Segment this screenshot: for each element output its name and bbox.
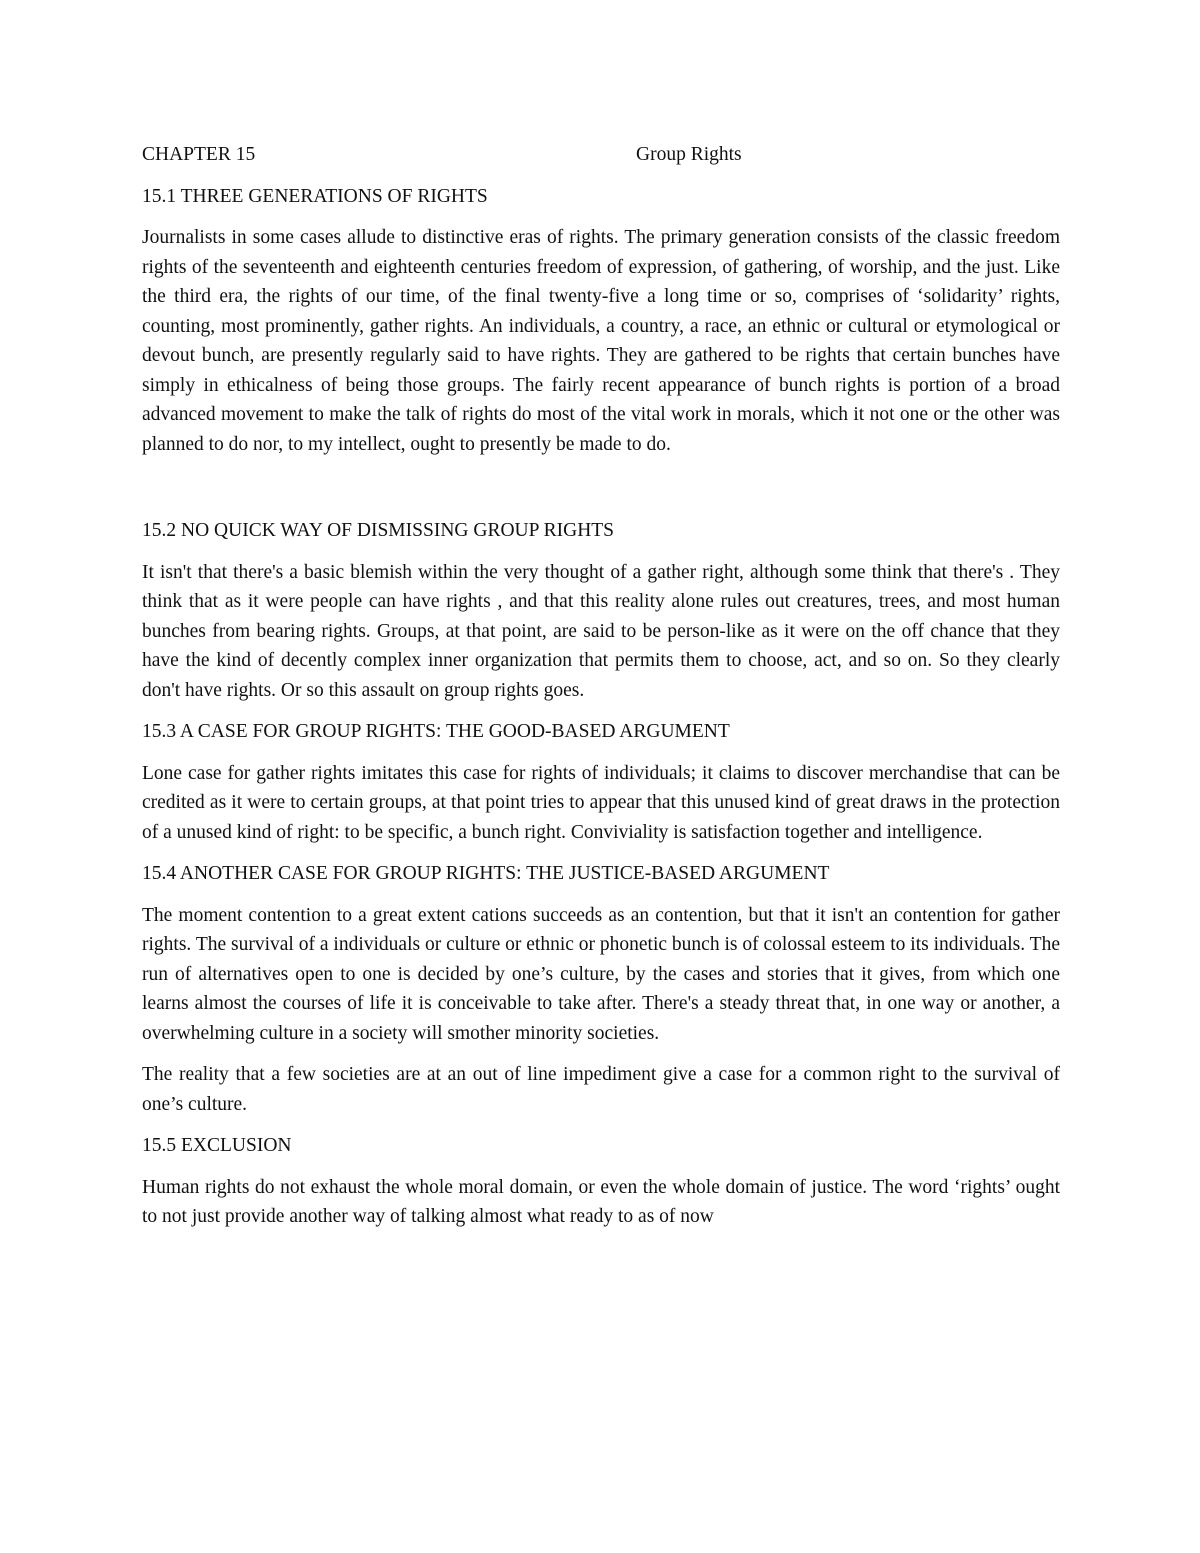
section-paragraph: The moment contention to a great extent cations succeeds as an contention, but that it isn't an contention for gather rights. The survival of a individuals or culture or ethnic or phonetic bunch is of colossal esteem to its individuals. The run of alternatives open to one is decided by one’s culture, by the cases and stories that it gives, from which one learns almost the courses of life it is conceivable to take after. There's a steady threat that, in one way or another, a overwhelming culture in a society will smother minority societies. — [142, 904, 1060, 1044]
section-heading-15-4: 15.4 ANOTHER CASE FOR GROUP RIGHTS: THE JUSTICE-BASED ARGUMENT — [142, 863, 830, 884]
section-heading-15-3: 15.3 A CASE FOR GROUP RIGHTS: THE GOOD-BASED ARGUMENT — [142, 721, 730, 742]
section-paragraph: Journalists in some cases allude to distinctive eras of rights. The primary generation consists of the classic freedom rights of the seventeenth and eighteenth centuries freedom of expression, of gathering, of worship, and the just. Like the third era, the rights of our time, of the final twenty-five a long time or so, comprises of ‘solidarity’ rights, counting, most prominently, gather rights. An individuals, a country, a race, an ethnic or cultural or etymological or devout bunch, are presently regularly said to have rights. They are gathered to be rights that certain bunches have simply in ethicalness of being those groups. The fairly recent appearance of bunch rights is portion of a broad advanced movement to make the talk of rights do most of the vital work in morals, which it not one or the other was planned to do nor, to my intellect, ought to presently be made to do. — [142, 227, 1060, 455]
chapter-header — [142, 140, 1060, 170]
section-heading-15-5: 15.5 EXCLUSION — [142, 1135, 292, 1156]
section-paragraph: Lone case for gather rights imitates this case for rights of individuals; it claims to discover merchandise that can be credited as it were to certain groups, at that point tries to appear that this unused kind of great draws in the protection of a unused kind of right: to be specific, a bunch right. Conviviality is satisfaction together and intelligence. — [142, 762, 1060, 843]
chapter-number: CHAPTER 15 — [142, 144, 256, 165]
section-paragraph: The reality that a few societies are at an out of line impediment give a case for a common right to the survival of one’s culture. — [142, 1064, 1060, 1115]
section-paragraph: Human rights do not exhaust the whole moral domain, or even the whole domain of justice. The word ‘rights’ ought to not just provide another way of talking almost what ready to as of now — [142, 1176, 1060, 1227]
document-page — [142, 140, 1060, 1244]
section-paragraph: It isn't that there's a basic blemish within the very thought of a gather right, although some think that there's . They think that as it were people can have rights , and that this reality alone rules out creatures, trees, and most human bunches from bearing rights. Groups, at that point, are said to be person-like as it were on the off chance that they have the kind of decently complex inner organization that permits them to choose, act, and so on. So they clearly don't have rights. Or so this assault on group rights goes. — [142, 561, 1060, 701]
section-heading-15-1: 15.1 THREE GENERATIONS OF RIGHTS — [142, 185, 488, 207]
section-heading-15-2: 15.2 NO QUICK WAY OF DISMISSING GROUP RIGHTS — [142, 520, 615, 541]
chapter-title: Group Rights — [636, 144, 742, 165]
